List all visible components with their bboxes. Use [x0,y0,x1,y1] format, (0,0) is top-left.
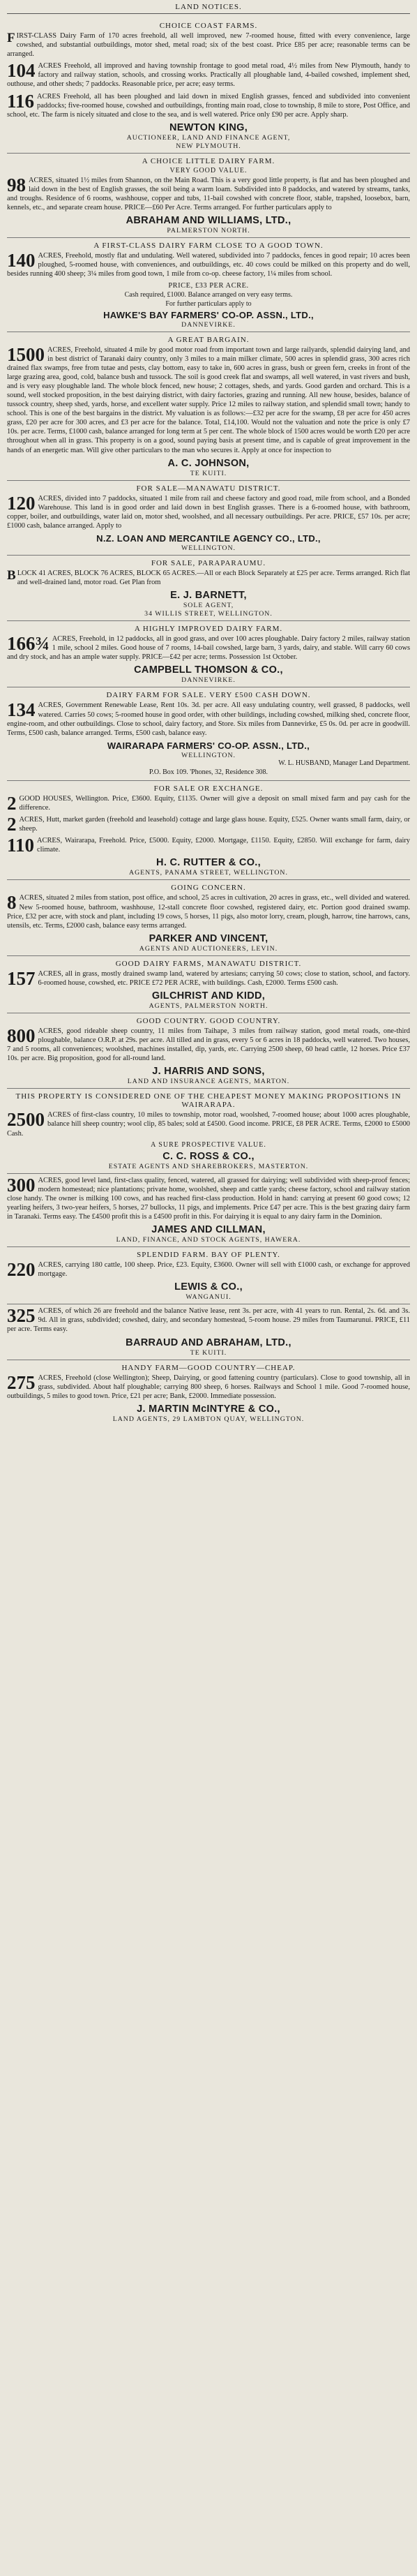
acreage: 1500 [7,343,45,365]
agent-name: C. C. ROSS & CO., [162,1150,255,1162]
acreage: 166¾ [7,633,50,655]
listing-text: ACRES, good level land, first-class quality, fenced, watered, all grassed for dairying; well subdivided with sheep-proof fences; modern homestead; nice plantations; private home, woolshed, sheep and cattle yards; cheese factory, school and railway station close handy. The owner is milking 100 cows, and has reached first-class production. Hold in hand: carrying at present 60 good cows; 12 yearling heifers, 3 two-year heifers, 5 horses, 27 bullocks, 11 pigs, and implements. Price £47 per acre. This is the best grazing dairy farm in Taranaki. Terms easy. The £4500 profit this is a £4500 profit in this. For dairying it is equal to any dairy farm in the Dominion. [7,1176,410,1221]
price: PRICE, £33 PER ACRE. [168,281,249,290]
listing-text: ACRES Freehold, all has been ploughed and laid down in mixed English grasses, fenced and subdivided into convenient paddocks; five-roomed house, cowshed and outbuildings, fronting main road, close to township, 8 mile to store, Post Office, and school, etc. The farm is nicely situated and close to the sea, and is well watered. Price only £90 per acre. Apply sharp. [7,92,410,119]
ad-title: A FIRST-CLASS DAIRY FARM CLOSE TO A GOOD TOWN. [93,241,324,251]
ad-title: FOR SALE—MANAWATU DISTRICT. [136,484,281,493]
agent-name: LEWIS & CO., [174,1281,243,1293]
listing-text: ACRES, good rideable sheep country, 11 miles from Taihape, 3 miles from railway station, good metal roads, one-third ploughable, balance O.R.P. at 29s. per acre. All tilled and in grass, every 5 or 6 acres in 18 paddocks, well watered. Two houses, 7 and 5 rooms, all conveniences; woolshed, machines installed, dip, yards, etc. Carrying 2500 sheep, 60 head cattle, 12 horses. Price £37 10s. per acre. Big proposition, good for all-round land. [7,1027,410,1063]
listing-text: ACRES, all in grass, mostly drained swamp land, watered by artesians; carrying 50 cows; close to station, school, and factory. 6-roomed house, cowshed, etc. PRICE £72 PER ACRE, with buildings. Cash, £2000. Terms £500 cash. [38,969,410,987]
listing [7,634,410,662]
acreage: 110 [7,835,35,856]
agent-town: LAND AND INSURANCE AGENTS, MARTON. [127,1078,290,1086]
agent-name: H. C. RUTTER & CO., [156,857,261,869]
lead-letter: B [7,568,16,583]
ad-great-bargain [7,332,410,481]
agent-address: LAND AGENTS, 29 LAMBTON QUAY, WELLINGTON. [112,1415,305,1423]
agent-name: PARKER AND VINCENT, [149,932,268,944]
agent-address: 34 WILLIS STREET, WELLINGTON. [144,610,273,618]
agent-name: J. MARTIN McINTYRE & CO., [137,1403,280,1415]
listing [7,1176,410,1221]
acreage: 104 [7,60,36,82]
agent-address: AGENTS, PANAMA STREET, WELLINGTON. [129,869,288,877]
listing [7,569,410,587]
listing-text: ACRES, divided into 7 paddocks, situated 1 mile from rail and cheese factory and good road, mile from school, and a Bonded Warehouse. This land is in good order and laid down in best English grasses. There is a 6-roomed house, with bathroom, copper, boiler, and outbuildings, water laid on, motor shed, woolshed, and all necessary outbuildings. Per acre. PRICE, £57 10s. per acre; £1000 cash, balance arranged. Apply to [7,494,410,530]
listing-text: ACRES Freehold, all improved and having township frontage to good metal road, 4½ miles from New Plymouth, handy to factory and railway station, schools, and crossing works. Practically all ploughable land, 4-bailed cowshed, implement shed, outhouse, and other sheds; 7 paddocks. Reasonable price, per acre; easy terms. [7,62,410,89]
ad-title: A HIGHLY IMPROVED DAIRY FARM. [134,625,283,634]
agent-name: A. C. JOHNSON, [167,457,250,469]
ad-title: GOING CONCERN. [171,884,246,893]
agent-title: AUCTIONEER, LAND AND FINANCE AGENT, [126,133,291,142]
listing [7,836,410,854]
listing-text: ACRES, Freehold, situated 4 mile by good motor road from important town and large railyards, splendid dairying land, and in best district of Taranaki dairy country, only 3 miles to a main milker climate, 500 acres in splendid grass, 300 acres rich drained flax swamps, free from tutae and pests, clay bottom, easy to take in, 600 acres in grass, bush or green fern, creeks in front of the large grazing area, good, cold, balance bush and tussock. The soil is good creek flat and swamps, all well watered, in vast rivers and bush, and is very easy ploughable land. The whole block fenced, new house; 2 cottages, sheds, and yards. Good garden and orchard. This is a sound, well stocked proposition, in the best dairying district, with dairy factories, grazing and running. All new house, besides, balance of tussock country, sheep shed, yards, horse, and excellent water supply. Price 12 miles to railway station, and splendid small town; handy to school. This is one of the best bargains in the district. My valuation is as follows:—£32 per acre for the swamp, £8 per acre for 450 acres grass, £20 per acre for 300 acres, and £3 per acre for the balance. Total, £14,100. Would not the valuation and note the price is only £7 10s. per acre. Terms, £1000 cash, balance arranged for long term at 5 per cent. The whole block of 1500 acres would be worth £20 per acre throughout when all in grass. This property is on a good, sound paying basis at present time, and is capable of great improvement in the hands of an energetic man. Will give other particulars to the man who secures it. Apply at once for inspection to [7,345,410,454]
agent-name: ABRAHAM AND WILLIAMS, LTD., [126,215,291,227]
listing [7,969,410,988]
ad-title: CHOICE COAST FARMS. [159,22,258,30]
ad-title: GOOD DAIRY FARMS, MANAWATU DISTRICT. [115,959,302,968]
agent-name: JAMES AND CILLMAN, [151,1224,266,1236]
agent-town: PALMERSTON NORTH. [167,227,250,235]
ad-paraparaumu [7,556,410,621]
acreage: 157 [7,967,36,989]
ad-sale-exchange [7,781,410,881]
ad-good-country [7,1013,410,1089]
acreage: 2 [7,792,17,814]
listing [7,1373,410,1401]
listing [7,176,410,212]
ad-title: FOR SALE, PARAPARAUMU. [151,559,266,567]
listing-text: LOCK 41 ACRES, BLOCK 76 ACRES, BLOCK 65 ACRES.—All or each Block Separately at £25 per acre. Terms arranged. Rich flat and well-drained land, motor road. Get Plan from [17,569,410,587]
ad-subtitle: VERY GOOD VALUE. [169,166,248,174]
agent-name: BARRAUD AND ABRAHAM, LTD., [126,1337,291,1348]
listing [7,1260,410,1279]
ad-wairarapa-proposition [7,1089,410,1173]
listing [7,815,410,833]
ad-title: GOOD COUNTRY. GOOD COUNTRY. [136,1016,281,1025]
listing [7,92,410,119]
agent-name: J. HARRIS AND SONS, [152,1066,265,1078]
acreage: 220 [7,1259,36,1281]
agent-title: SOLE AGENT, [183,602,234,610]
agent-town: DANNEVIRKE. [181,676,236,685]
ad-title: A GREAT BARGAIN. [167,335,250,344]
ad-going-concern [7,880,410,955]
acreage: 140 [7,250,36,271]
ad-title: THIS PROPERTY IS CONSIDERED ONE OF THE CHEAPEST MONEY MAKING PROPOSITIONS IN WAIRARAPA. [15,1092,402,1110]
ad-native-lease [7,1304,410,1360]
contact-box: P.O. Box 109. 'Phones, 32, Residence 308. [149,768,268,776]
listing [7,1306,410,1334]
listing-text: ACRES, carrying 180 cattle, 100 sheep. Price, £23. Equity, £3600. Owner will sell with £1000 cash, or exchange for approved mortgage. [38,1261,410,1279]
listing-text: ACRES, Wairarapa, Freehold. Price, £5000. Equity, £2000. Mortgage, £1150. Equity, £2850. Will exchange for farm, dairy climate. [37,837,410,854]
agent-name: WAIRARAPA FARMERS' CO-OP. ASSN., LTD., [107,740,310,751]
listing-text: ACRES, Government Renewable Lease, Rent 10s. 3d. per acre. All easy undulating country, well grassed, 8 paddocks, well watered. Carries 50 cows; 5-roomed house in good order, with other buildings, including cowshed, milking shed, concrete floor, engine-room, and other outbuildings. Close to school, dairy factory, and Store. Six miles from Dannevirke, £5 0s. 0d. per acre in goodwill. Terms, £500 cash, balance arranged. Terms, £500 cash, balance easy. [7,701,410,737]
agent-name: GILCHRIST AND KIDD, [151,990,266,1002]
terms: Cash required, £1000. Balance arranged on very easy terms. [124,290,293,299]
listing-text: ACRES, Freehold, in 12 paddocks, all in good grass, and over 100 acres ploughable. Dairy factory 2 miles, railway station 1 mile, school 2 miles. Good house of 7 rooms, 14-bail cowshed, large barn, 3 yards, dairy, and stable. Will carry 60 cows and dry stock, and has an ample water supply. PRICE—£42 per acre; terms. Possession 1st October. [7,635,410,662]
agent-name: NEWTON KING, [169,121,248,133]
listing [7,345,410,455]
ad-dairy-sale [7,687,410,780]
acreage: 134 [7,699,36,721]
acreage: 800 [7,1025,36,1046]
agent-name: N.Z. LOAN AND MERCANTILE AGENCY CO., LTD., [96,533,321,544]
listing-text: GOOD HOUSES, Wellington. Price, £3600. Equity, £1135. Owner will give a deposit on small mixed farm and pay cash for the difference. [19,794,410,812]
listing [7,61,410,89]
agent-town: LAND, FINANCE, AND STOCK AGENTS, HAWERA. [116,1236,301,1244]
agent-town: NEW PLYMOUTH. [176,142,241,150]
ad-title: HANDY FARM—GOOD COUNTRY—CHEAP. [121,1363,296,1372]
acreage: 275 [7,1371,36,1393]
agent-town: AGENTS AND AUCTIONEERS, LEVIN. [139,944,278,953]
listing [7,251,410,278]
agent-name: CAMPBELL THOMSON & CO., [134,664,283,676]
agent-town: WANGANUI. [185,1293,232,1302]
ad-bay-of-plenty [7,1247,410,1304]
ad-highly-improved [7,621,410,687]
ad-note: A SURE PROSPECTIVE VALUE. [151,1140,266,1149]
ad-manawatu [7,481,410,556]
ad-title: DAIRY FARM FOR SALE. VERY £500 CASH DOWN. [106,691,311,700]
ad-dairying-land [7,1174,410,1247]
agent-town: ESTATE AGENTS AND SHAREBROKERS, MASTERTON. [108,1162,309,1170]
acreage: 120 [7,492,36,514]
listing-text: ACRES, Freehold, mostly flat and undulating. Well watered, subdivided into 7 paddocks, fences in good repair; 10 acres been ploughed, 5-roomed house, with conveniences, and outbuildings, etc. 40 cows could be milked on this property and do well, besides running 400 sheep; 3¼ miles from good town, 1 mile from co-op. cheese factory, 1¼ miles from school. [7,252,410,278]
agent-town: WELLINGTON. [181,751,236,759]
acreage: 300 [7,1174,36,1196]
agent-town: DANNEVIRKE. [181,320,236,329]
ad-title: SPLENDID FARM. BAY OF PLENTY. [137,1251,280,1260]
listing [7,893,410,930]
agent-town: TE KUITI. [190,469,227,477]
acreage: 98 [7,174,26,195]
ad-good-dairy [7,956,410,1013]
ad-title: FOR SALE OR EXCHANGE. [153,784,264,793]
listing [7,701,410,737]
listing [7,494,410,530]
acreage: 2 [7,814,17,835]
agent-town: WELLINGTON. [181,544,236,552]
listing [7,31,410,59]
listing-text: ACRES, situated 1½ miles from Shannon, on the Main Road. This is a very good little property, is flat and has been ploughed and laid down in the best of English grasses, the soil being a warm loam. Subdivided into 8 paddocks, and watered by streams, tanks, and troughs. Residence of 6 rooms, washhouse, copper and tubs, 11-bail cowshed with concrete floor, stable, trapshed, loosebox, barn, kennels, etc., and separate cream house. PRICE—£60 Per Acre. Terms arranged. For further particulars apply to [7,176,410,212]
acreage: 325 [7,1305,36,1327]
apply-note: For further particulars apply to [165,299,252,308]
listing-text: ACRES, Freehold (close Wellington); Sheep, Dairying, or good fattening country (particulars). Close to good township, all in grass, subdivided. About half ploughable; carrying 800 sheep, 6 horses. Railways and School 1 mile. Good 7-roomed house, outbuildings, 5 miles to good town. Price, £21 per acre; Bank, £2000. Immediate possession. [7,1373,410,1400]
section-header: LAND NOTICES. [7,3,410,14]
acreage: 116 [7,90,35,112]
ad-title: A CHOICE LITTLE DAIRY FARM. [142,156,275,165]
agent-name: HAWKE'S BAY FARMERS' CO-OP. ASSN., LTD., [103,309,314,320]
ad-handy-farm [7,1360,410,1426]
manager-signature: W. L. HUSBAND, Manager Land Department. [278,759,410,767]
listing-text: ACRES of first-class country, 10 miles to township, motor road, woolshed, 7-roomed house; about 1000 acres ploughable, balance hill sheep country; wool clip, 85 bales; sold at £4500. Good income. PRICE, £8 PER ACRE. Terms, £2000 to £5000 Cash. [7,1111,410,1138]
lead-letter: F [7,31,15,45]
listing [7,1110,410,1138]
acreage: 2500 [7,1109,45,1131]
agent-town: TE KUITI. [190,1348,227,1357]
listing-text: IRST-CLASS Dairy Farm of 170 acres freehold, all well improved, new 7-roomed house, fitted with every convenience, large cowshed, and substantial outbuildings, motor shed, metal road; six of the best coast. Price £85 per acre; reasonable terms can be arranged. [7,32,410,59]
listing-text: ACRES, of which 26 are freehold and the balance Native lease, rent 3s. per acre, with 41 years to run. Rental, 2s. 6d. and 3s. 9d. All in grass, subdivided; cowshed, dairy, and secondary homestead, 5-room house. 29 miles from Taumarunui. PRICE, £11 per acre. Terms easy. [7,1307,410,1334]
listing [7,1027,410,1063]
ad-close-town [7,238,410,332]
agent-town: AGENTS, PALMERSTON NORTH. [149,1002,268,1010]
listing-text: ACRES, Hutt, market garden (freehold and leasehold) cottage and large glass house. Equity, £525. Owner wants small farm, dairy, or sheep. [19,816,410,833]
acreage: 8 [7,892,17,914]
ad-little-dairy [7,154,410,238]
listing-text: ACRES, situated 2 miles from station, post office, and school, 25 acres in cultivation, 20 acres in grass, etc., well divided and watered. New 5-roomed house, bathroom, washhouse, 12-stall concrete floor cowshed, registered dairy, etc. Portion good drained swamp. Price, £32 per acre, with stock and plant, including 19 cows, 5 horses, 11 pigs, also motor lorry, cream, plough, harrow, tine harrows, cans, utensils, etc. Terms, £2000 cash, balance easy terms arranged. [7,894,410,930]
ad-coast-farms [7,18,410,154]
listing [7,794,410,812]
agent-name: E. J. BARNETT, [170,590,247,602]
